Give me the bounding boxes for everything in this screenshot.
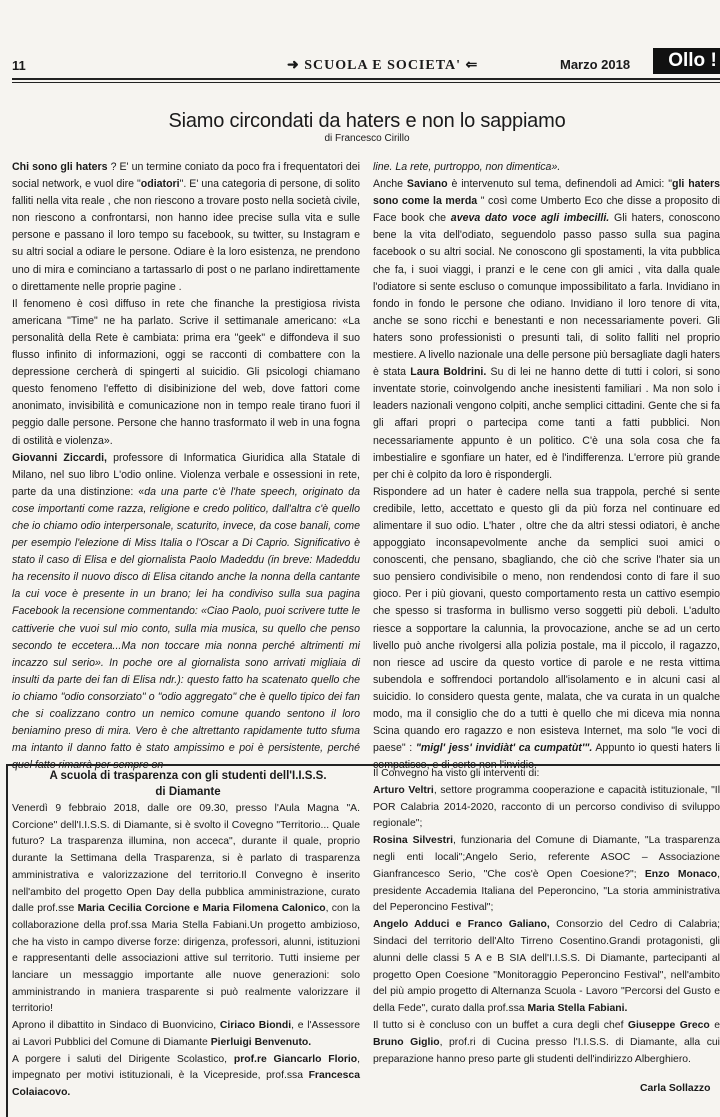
text-run: Arturo Veltri xyxy=(373,784,434,796)
paragraph xyxy=(373,833,720,917)
page-header xyxy=(12,52,720,74)
article-byline: di Francesco Cirillo xyxy=(324,133,410,144)
paragraph xyxy=(12,801,360,1018)
text-run: Giovanni Ziccardi, xyxy=(12,451,108,464)
text-run: Ciriaco Biondi xyxy=(219,1020,292,1032)
text-run: Maria Stella Fabiani. xyxy=(527,1003,628,1015)
text-run: " così come Umberto Eco che disse a proposito di Face book che xyxy=(373,195,720,225)
paragraph xyxy=(12,1052,360,1102)
article-column-1 xyxy=(12,159,360,774)
paragraph xyxy=(373,484,720,775)
text-run: Pierluigi Benvenuto. xyxy=(210,1036,312,1048)
text-run: professore di Informatica Giuridica alla Statale di Milano, nel suo libro L'odio online. Violenza verbale e ossessioni in rete, parte da una distinzione: « xyxy=(12,451,360,498)
page-number: 11 xyxy=(12,58,26,73)
box-column-1 xyxy=(12,801,360,1102)
text-run: Il fenomeno è così diffuso in rete che finanche la prestigiosa rivista americana "Time" ne ha parlato. Scrive il settimanale americano: «La personalità della Rete è cambiata: prima era "geek" e diffondeva il suo flusso infinito di informazioni, oggi se racconti di combattere con la depressione cercherà di spingerti al suicidio. Gli psicologi chiamano questo fenomeno l'effetto di disibinizione del web, dove fattori come anonimato, invisibilità e comunicazione non in tempo reale tirano fuori il peggio dalle persone. Persone che hanno trasformato il web in una fogna di ostilità e violenza». xyxy=(12,297,360,447)
paragraph xyxy=(12,296,360,450)
text-run: è intervenuto sul tema, definendoli ad Amici: " xyxy=(447,178,672,191)
text-run: aveva dato voce agli imbecilli. xyxy=(450,212,610,225)
text-run: Il tutto si è concluso con un buffet a cura degli chef xyxy=(373,1019,628,1031)
box-signature: Carla Sollazzo xyxy=(640,1083,711,1094)
text-run: ". E' una categoria di persone, di solito falliti nella vita reale , che non riescono a trovare posto nella società civile, non riescono a confrontarsi, non hanno idee precise sulla vita e sulle persone e passano il loro tempo su facebook, su twitter, su Instagram e su altri social a odiare le persone. Odiare è la loro esistenza, ne prendono uno di mira e cominciano a tartassarlo di post o ne parlano indirettamente o direttamente nelle proprie pagine . xyxy=(12,178,360,293)
text-run: Chi sono gli haters xyxy=(12,161,108,173)
box-title-line-1: A scuola di trasparenza con gli studenti dell'I.I.S.S. xyxy=(49,770,327,782)
issue-date: Marzo 2018 xyxy=(560,57,631,72)
text-run: Rispondere ad un hater è cadere nella sua trappola, perché si sente credibile, letto, accettato e questo gli da più forza nel continuare ed alimentare il suo odio. L'hater , oltre che da altri stessi odiatori, è anche appoggiato inconsapevolmente anche da semplici suoi amici o conoscenti, che pensano, sbagliando, che ciò che scrive l'hater sia un suo pensiero condivisibile o meno, non rendendosi conto di fare il suo gioco. Per i più giovani, questo comportamento resta un cattivo esempio che spesso si trasforma in bullismo verso soggetti più deboli. L'adulto riesce a sopportare la calunnia, la provocazione, anche se ad un certo livello può anche rivolgersi alla polizia postale, ma il piccolo, il ragazzo, non riesce ad uscire da questo vortice di parole e ne resta vittima subendola e soffrendoci portandolo all'isolamento e in alcuni casi al suicidio. Io considero questa gente, malata, che va curata in un qualche modo, ma il consiglio che do a tutti è quello che mi diceva mia nonna Scina quando ero ragazzo e non esisteva Internet, ma solo "le voci di paese" : xyxy=(373,485,720,755)
newspaper-logo: Ollo ! xyxy=(653,48,720,74)
text-run: gli haters sono come la merda xyxy=(373,178,720,208)
text-run: , presidente Accademia Italiana del Peperoncino, "La storia amministrativa del Peperoncino Festival"; xyxy=(373,868,720,914)
header-rule-thin xyxy=(12,82,720,83)
paragraph xyxy=(12,1018,360,1051)
text-run: Angelo Adduci e Franco Galiano, xyxy=(373,919,550,931)
text-run: , prof.ri di Cucina presso l'I.I.S.S. di Diamante, alla cui preparazione hanno preso parte gli studenti dell'indirizzo Alberghiero. xyxy=(373,1036,720,1065)
text-run: Anche xyxy=(373,178,407,191)
text-run: , funzionaria del Comune di Diamante, "La trasparenza negli enti locali";Angelo Serio, referente ASOC – Associazione Gianfrancesco Serio, "Che cos'è Open Coesione?"; xyxy=(373,835,720,880)
section-title: ➜ SCUOLA E SOCIETA' ⇐ xyxy=(287,58,479,73)
text-run: line. La rete, purtroppo, non dimentica». xyxy=(373,161,561,173)
text-run: prof.re Giancarlo Florio xyxy=(233,1053,358,1065)
paragraph xyxy=(373,159,720,176)
article-title: Siamo circondati da haters e non lo sappiamo xyxy=(168,110,566,132)
text-run: Il Convegno ha visto gli interventi di: xyxy=(373,768,540,779)
text-run: Laura Boldrini. xyxy=(410,366,487,379)
text-run: , con la collaborazione della prof.ssa Maria Stella Fabiani.Un progetto ambizioso, che ha visto in campo diverse forze: dirigenza, professori, alunni, istituzioni e rappresentanti delle associazioni attive sul territorio. Tutti insieme per lanciare un messaggio importante alle nuove generazioni: solo amministrando in maniera trasparente si può realmente valorizzare il territorio! xyxy=(12,903,360,1015)
box-column-2 xyxy=(373,766,720,1068)
paragraph xyxy=(12,450,360,775)
text-run: Gli haters, conoscono bene la vita dell'odiato, seguendolo passo passo sulla sua pagina facebook o su altri social. Ne conoscono gli spostamenti, la vita pubblica che fa, i suoi viaggi, i pranzi e le cene con gli amici , vita dalla quale l'odiatore si sente escluso o comunque impossibilitato a farla. Invidiano in fondo in fondo le persone che odiano. Invidiano il loro tenore di vita, anche se sono ricchi e benestanti e non necessariamente poveri. Gli haters sono professionisti o presunti tali, di solito falliti nel proprio mestiere. A livello nazionale una delle persone più bersagliate dagli haters è stata xyxy=(373,212,720,379)
paragraph xyxy=(12,159,360,296)
paragraph xyxy=(373,766,720,783)
text-run: ? E' un termine coniato da poco fra i frequentatori dei social network, e vuol dire " xyxy=(12,161,361,191)
text-run: Maria Cecilia Corcione e Maria Filomena Calonico xyxy=(77,903,326,915)
text-run: Rosina Silvestri xyxy=(373,835,454,847)
text-run: Aprono il dibattito in Sindaco di Buonvicino, xyxy=(12,1020,220,1032)
text-run: , settore programma cooperazione e capacità istituzionale, "Il POR Calabria 2014-2020, racconto di un percorso condiviso di sviluppo regionale"; xyxy=(373,784,720,830)
box-title-line-2: di Diamante xyxy=(155,786,221,798)
text-run: , impegnato per motivi istituzionali, è la Vicepreside, prof.ssa xyxy=(12,1053,360,1082)
paragraph xyxy=(373,176,720,484)
paragraph xyxy=(373,1018,720,1068)
text-run: "migl' jess' invidiàt' ca cumpatùt'". xyxy=(415,742,593,755)
text-run: Francesca Colaiacovo. xyxy=(12,1070,360,1098)
article-column-2 xyxy=(373,159,720,774)
paragraph xyxy=(373,783,720,833)
text-run: , e l'Assessore ai Lavori Pubblici del Comune di Diamante xyxy=(12,1020,360,1048)
header-rule xyxy=(12,78,720,80)
paragraph xyxy=(373,917,720,1018)
text-run: Su di lei ne hanno dette di tutti i colori, si sono inventate storie, coinvolgendo anche inesistenti familiari . Ma non solo i leaders nazionali vengono colpiti, anche semplici cittadini. Gente che si fa gli affari propri o partecipa come tanti a fatti pubblici. Non necessariamente appunto è un politico. C'è una sola cosa che fa imbestialire e sgonfiare un hater, ed è l'indifferenza. L'errore più grande per chi è colpito da loro è rispondergli. xyxy=(373,366,720,481)
box-title xyxy=(18,768,358,800)
text-run: Bruno Giglio xyxy=(373,1036,440,1048)
text-run: A porgere i saluti del Dirigente Scolastico, xyxy=(12,1053,234,1065)
text-run: Appunto io questi haters li compatisco, e di certo non l'invidio. xyxy=(373,742,720,772)
text-run: da una parte c'è l'hate speech, originato da cose importanti come razza, religione e credo politico, dall'altra c'è quello che io chiamo odio interpersonale, scaturito, invece, da cose banali, come per esempio l'elezione di Miss Italia o l'Oscar a Di Caprio. Significativo è stato il caso di Elisa e del giornalista Paolo Madeddu (in breve: Madeddu ha recensito il nuovo disco di Elisa citando anche la nonna della cantante la cui voce è presente in un brano; lei ha condiviso sulla sua pagina Facebook la recensione commentando: «Ciao Paolo, puoi scrivere tutte le cattiverie che vuoi sul mio conto, sulla mia musica, su quello che penso secondo te eccetera...Ma non toccare mia nonna perché altrimenti mi incazzo sul serio». In poche ore al giornalista sono arrivati migliaia di insulti da parte dei fan di Elisa ndr.): questo fatto ha scatenato quello che io chiamo "odio consorziato" o "odio aggregato" che è quello tipico dei fan che si coalizzano contro un nemico comune quando sentono il loro beniamino preso di mira. Vero è che altrettanto rapidamente tutto sfuma ma intanto il danno fatto è stato ampissimo e poi è persistente, perché quel fatto rimarrà per sempre on xyxy=(12,485,360,772)
text-run: odiatori xyxy=(140,178,180,191)
text-run: Saviano xyxy=(406,178,448,191)
text-run: e xyxy=(709,1019,720,1031)
text-run: Venerdì 9 febbraio 2018, dalle ore 09.30, presso l'Aula Magna "A. Corcione" dell'I.I.S.S. di Diamante, si è svolto il Covegno "Territorio... Quale futuro? La trasparenza illumina, non acceca", durante il quale, proprio durante la Settimana della Trasparenza, si è parlato di trasparenza amministrativa e valorizzazione del territorio.Il Convegno è inserito nell'ambito del progetto Open Day della pubblica amministrazione, curato dalle prof.sse xyxy=(12,803,360,915)
text-run: Giuseppe Greco xyxy=(627,1019,710,1031)
text-run: Enzo Monaco xyxy=(644,868,718,880)
text-run: Consorzio del Cedro di Calabria; Sindaci del territorio dell'Alto Tirreno Cosentino.Grandi protagonisti, gli alunni delle classi 5 A e B SIA dell'I.I.S.S. Di Diamante, partecipanti al progetto Open Coesione "Monitoraggio Peperoncino Festival", nell'ambito del più ampio progetto di Alternanza Scuola - Lavoro "Percorsi del Gusto e della Fede", curato dalla prof.ssa xyxy=(373,919,720,1015)
